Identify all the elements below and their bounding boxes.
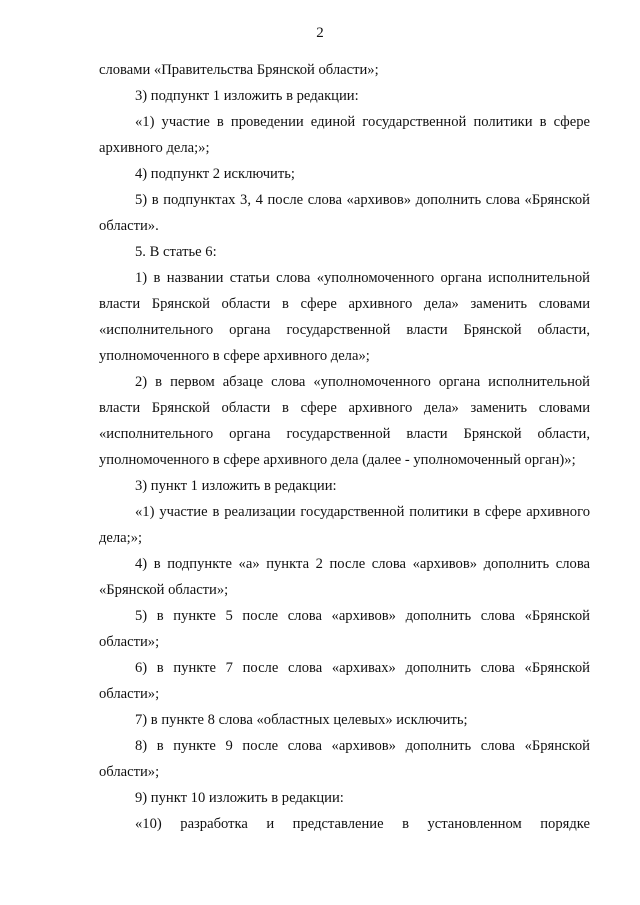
paragraph: 4) подпункт 2 исключить;	[135, 166, 295, 182]
paragraph: «1) участие в реализации государственной политики в сфере архивного дела;»;	[99, 504, 590, 546]
paragraph: словами «Правительства Брянской области»;	[99, 62, 379, 78]
paragraph: 8) в пункте 9 после слова «архивов» дополнить слова «Брянской области»;	[99, 738, 590, 780]
paragraph: 3) пункт 1 изложить в редакции:	[135, 478, 337, 494]
page-number: 2	[316, 25, 324, 41]
paragraph-continued: «10) разработка и представление в установленном порядке	[135, 816, 590, 832]
paragraph: 6) в пункте 7 после слова «архивах» дополнить слова «Брянской области»;	[99, 660, 590, 702]
paragraph: 3) подпункт 1 изложить в редакции:	[135, 88, 359, 104]
paragraph: 4) в подпункте «а» пункта 2 после слова «архивов» дополнить слова «Брянской области»;	[99, 556, 590, 598]
paragraph: 5. В статье 6:	[135, 244, 217, 260]
paragraph: 1) в названии статьи слова «уполномоченного органа исполнительной власти Брянской области в сфере архивного дела» заменить словами «исполнительного органа государственной власти Брянской области, уполномоченного в сфере архивного дела»;	[99, 270, 590, 364]
document-body	[99, 57, 590, 837]
paragraph: 7) в пункте 8 слова «областных целевых» исключить;	[135, 712, 468, 728]
paragraph: 5) в подпунктах 3, 4 после слова «архивов» дополнить слова «Брянской области».	[99, 192, 590, 234]
paragraph: 9) пункт 10 изложить в редакции:	[135, 790, 344, 806]
paragraph: 5) в пункте 5 после слова «архивов» дополнить слова «Брянской области»;	[99, 608, 590, 650]
paragraph: «1) участие в проведении единой государственной политики в сфере архивного дела;»;	[99, 114, 590, 156]
paragraph: 2) в первом абзаце слова «уполномоченного органа исполнительной власти Брянской области в сфере архивного дела» заменить словами «исполнительного органа государственной власти Брянской области, уполномоченного в сфере архивного дела (далее - уполномоченный орган)»;	[99, 374, 590, 468]
